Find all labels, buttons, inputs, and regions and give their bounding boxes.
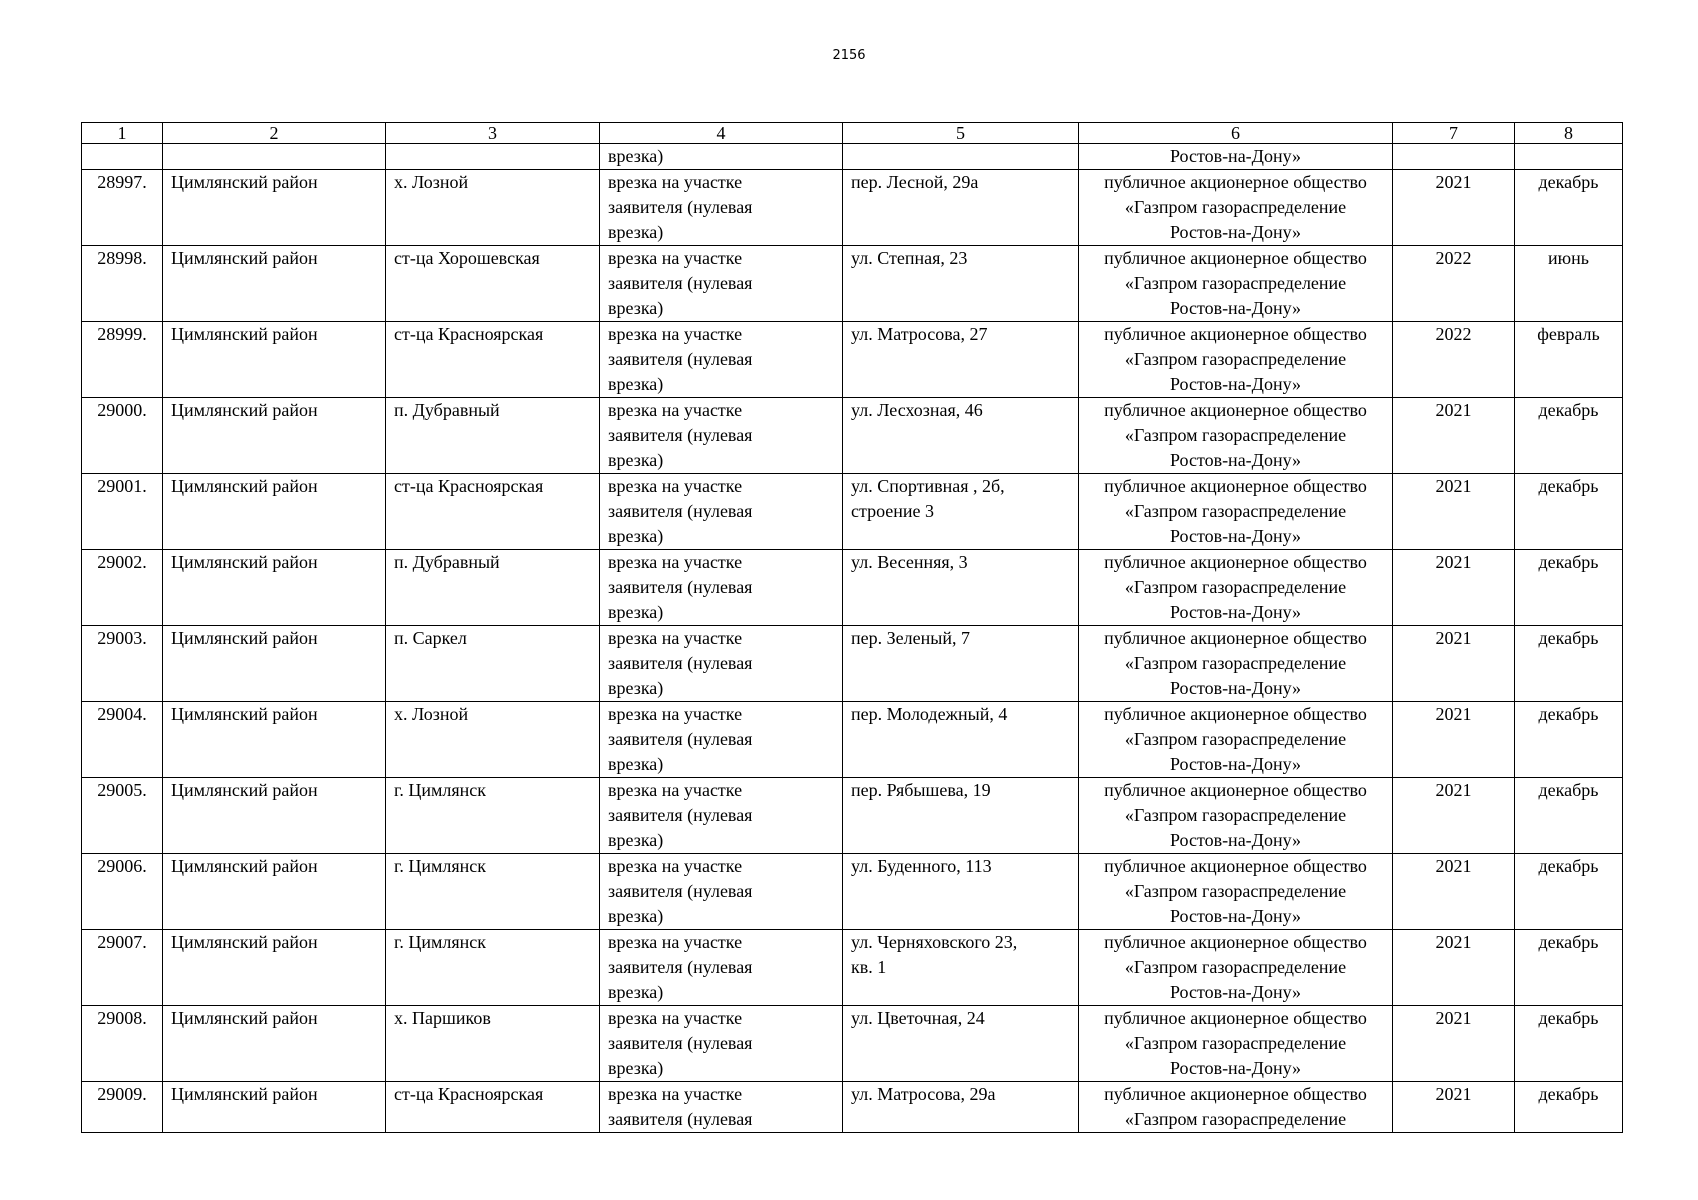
cell-settlement: г. Цимлянск [386, 778, 600, 854]
cell-connection-type: врезка на участке заявителя (нулевая врезка) [600, 626, 843, 702]
cell-row-number: 29001. [82, 474, 163, 550]
column-header-7: 7 [1393, 123, 1515, 144]
cell-year: 2021 [1393, 930, 1515, 1006]
cell-organization: публичное акционерное общество «Газпром газораспределение Ростов-на-Дону» [1079, 930, 1393, 1006]
cell-year: 2021 [1393, 1082, 1515, 1133]
cell-year: 2021 [1393, 398, 1515, 474]
cell-row-number: 29009. [82, 1082, 163, 1133]
cell-connection-type: врезка на участке заявителя (нулевая врезка) [600, 854, 843, 930]
cell-district: Цимлянский район [163, 626, 386, 702]
cell-organization: публичное акционерное общество «Газпром газораспределение Ростов-на-Дону» [1079, 1006, 1393, 1082]
cell-year: 2021 [1393, 626, 1515, 702]
cell-settlement: ст-ца Красноярская [386, 322, 600, 398]
cell-settlement [386, 144, 600, 170]
cell-month: февраль [1515, 322, 1623, 398]
column-header-1: 1 [82, 123, 163, 144]
cell-month: декабрь [1515, 702, 1623, 778]
table-row [82, 930, 1623, 1006]
cell-connection-type: врезка на участке заявителя (нулевая [600, 1082, 843, 1133]
cell-organization: публичное акционерное общество «Газпром газораспределение Ростов-на-Дону» [1079, 474, 1393, 550]
cell-district: Цимлянский район [163, 246, 386, 322]
cell-settlement: г. Цимлянск [386, 854, 600, 930]
table-row [82, 702, 1623, 778]
cell-year: 2021 [1393, 778, 1515, 854]
cell-address: ул. Весенняя, 3 [843, 550, 1079, 626]
cell-district: Цимлянский район [163, 398, 386, 474]
cell-settlement: х. Паршиков [386, 1006, 600, 1082]
cell-address: ул. Цветочная, 24 [843, 1006, 1079, 1082]
cell-month: декабрь [1515, 1082, 1623, 1133]
cell-year: 2021 [1393, 474, 1515, 550]
cell-row-number: 29004. [82, 702, 163, 778]
cell-organization: публичное акционерное общество «Газпром газораспределение Ростов-на-Дону» [1079, 246, 1393, 322]
cell-organization: публичное акционерное общество «Газпром газораспределение Ростов-на-Дону» [1079, 702, 1393, 778]
cell-month: декабрь [1515, 626, 1623, 702]
cell-address: пер. Рябышева, 19 [843, 778, 1079, 854]
cell-row-number: 29000. [82, 398, 163, 474]
cell-organization: публичное акционерное общество «Газпром газораспределение Ростов-на-Дону» [1079, 626, 1393, 702]
table-row-continuation [82, 144, 1623, 170]
cell-district: Цимлянский район [163, 170, 386, 246]
cell-month [1515, 144, 1623, 170]
cell-settlement: п. Дубравный [386, 398, 600, 474]
cell-organization: публичное акционерное общество «Газпром газораспределение Ростов-на-Дону» [1079, 322, 1393, 398]
cell-row-number: 29008. [82, 1006, 163, 1082]
cell-connection-type: врезка на участке заявителя (нулевая врезка) [600, 1006, 843, 1082]
cell-district [163, 144, 386, 170]
cell-address: пер. Лесной, 29а [843, 170, 1079, 246]
cell-row-number [82, 144, 163, 170]
cell-settlement: х. Лозной [386, 702, 600, 778]
table-row [82, 1006, 1623, 1082]
cell-month: декабрь [1515, 1006, 1623, 1082]
cell-row-number: 28997. [82, 170, 163, 246]
cell-organization: Ростов-на-Дону» [1079, 144, 1393, 170]
registry-table [81, 122, 1623, 1133]
cell-month: декабрь [1515, 778, 1623, 854]
column-header-4: 4 [600, 123, 843, 144]
column-header-3: 3 [386, 123, 600, 144]
table-row [82, 550, 1623, 626]
table-body [82, 144, 1623, 1133]
cell-district: Цимлянский район [163, 474, 386, 550]
cell-month: декабрь [1515, 930, 1623, 1006]
table-row [82, 246, 1623, 322]
cell-address: ул. Спортивная , 2б, строение 3 [843, 474, 1079, 550]
cell-organization: публичное акционерное общество «Газпром газораспределение Ростов-на-Дону» [1079, 170, 1393, 246]
cell-settlement: ст-ца Красноярская [386, 474, 600, 550]
cell-month: декабрь [1515, 398, 1623, 474]
cell-year: 2021 [1393, 854, 1515, 930]
cell-connection-type: врезка на участке заявителя (нулевая врезка) [600, 170, 843, 246]
table-row [82, 170, 1623, 246]
cell-year: 2021 [1393, 550, 1515, 626]
cell-address: ул. Степная, 23 [843, 246, 1079, 322]
cell-settlement: х. Лозной [386, 170, 600, 246]
cell-connection-type: врезка на участке заявителя (нулевая врезка) [600, 246, 843, 322]
cell-settlement: ст-ца Хорошевская [386, 246, 600, 322]
cell-address [843, 144, 1079, 170]
cell-month: июнь [1515, 246, 1623, 322]
cell-year [1393, 144, 1515, 170]
cell-connection-type: врезка на участке заявителя (нулевая врезка) [600, 474, 843, 550]
cell-organization: публичное акционерное общество «Газпром газораспределение Ростов-на-Дону» [1079, 398, 1393, 474]
column-header-2: 2 [163, 123, 386, 144]
cell-district: Цимлянский район [163, 854, 386, 930]
cell-organization: публичное акционерное общество «Газпром газораспределение Ростов-на-Дону» [1079, 550, 1393, 626]
cell-address: ул. Лесхозная, 46 [843, 398, 1079, 474]
cell-month: декабрь [1515, 170, 1623, 246]
table-row [82, 474, 1623, 550]
cell-connection-type: врезка на участке заявителя (нулевая врезка) [600, 702, 843, 778]
cell-connection-type: врезка на участке заявителя (нулевая врезка) [600, 930, 843, 1006]
cell-district: Цимлянский район [163, 1006, 386, 1082]
cell-organization: публичное акционерное общество «Газпром газораспределение Ростов-на-Дону» [1079, 778, 1393, 854]
cell-settlement: ст-ца Красноярская [386, 1082, 600, 1133]
cell-year: 2021 [1393, 170, 1515, 246]
cell-organization: публичное акционерное общество «Газпром газораспределение Ростов-на-Дону» [1079, 854, 1393, 930]
cell-year: 2022 [1393, 246, 1515, 322]
cell-district: Цимлянский район [163, 702, 386, 778]
cell-district: Цимлянский район [163, 1082, 386, 1133]
cell-connection-type: врезка на участке заявителя (нулевая врезка) [600, 322, 843, 398]
table-row [82, 1082, 1623, 1133]
cell-year: 2021 [1393, 1006, 1515, 1082]
cell-organization: публичное акционерное общество «Газпром газораспределение [1079, 1082, 1393, 1133]
cell-row-number: 29003. [82, 626, 163, 702]
cell-month: декабрь [1515, 550, 1623, 626]
page-number: 2156 [832, 48, 866, 63]
cell-year: 2021 [1393, 702, 1515, 778]
table-row [82, 398, 1623, 474]
cell-settlement: г. Цимлянск [386, 930, 600, 1006]
cell-year: 2022 [1393, 322, 1515, 398]
cell-row-number: 28998. [82, 246, 163, 322]
cell-month: декабрь [1515, 854, 1623, 930]
cell-address: пер. Молодежный, 4 [843, 702, 1079, 778]
cell-address: ул. Матросова, 27 [843, 322, 1079, 398]
cell-connection-type: врезка) [600, 144, 843, 170]
cell-address: пер. Зеленый, 7 [843, 626, 1079, 702]
column-header-6: 6 [1079, 123, 1393, 144]
table-row [82, 854, 1623, 930]
cell-settlement: п. Дубравный [386, 550, 600, 626]
cell-settlement: п. Саркел [386, 626, 600, 702]
cell-address: ул. Черняховского 23, кв. 1 [843, 930, 1079, 1006]
cell-district: Цимлянский район [163, 322, 386, 398]
table-header [82, 123, 1623, 144]
cell-district: Цимлянский район [163, 778, 386, 854]
header-row [82, 123, 1623, 144]
cell-address: ул. Матросова, 29а [843, 1082, 1079, 1133]
cell-row-number: 29006. [82, 854, 163, 930]
column-header-8: 8 [1515, 123, 1623, 144]
cell-row-number: 29002. [82, 550, 163, 626]
cell-month: декабрь [1515, 474, 1623, 550]
cell-district: Цимлянский район [163, 550, 386, 626]
cell-connection-type: врезка на участке заявителя (нулевая врезка) [600, 398, 843, 474]
table-row [82, 626, 1623, 702]
cell-address: ул. Буденного, 113 [843, 854, 1079, 930]
table-row [82, 322, 1623, 398]
cell-connection-type: врезка на участке заявителя (нулевая врезка) [600, 550, 843, 626]
table-row [82, 778, 1623, 854]
cell-row-number: 29007. [82, 930, 163, 1006]
cell-row-number: 29005. [82, 778, 163, 854]
cell-district: Цимлянский район [163, 930, 386, 1006]
cell-row-number: 28999. [82, 322, 163, 398]
column-header-5: 5 [843, 123, 1079, 144]
cell-connection-type: врезка на участке заявителя (нулевая врезка) [600, 778, 843, 854]
